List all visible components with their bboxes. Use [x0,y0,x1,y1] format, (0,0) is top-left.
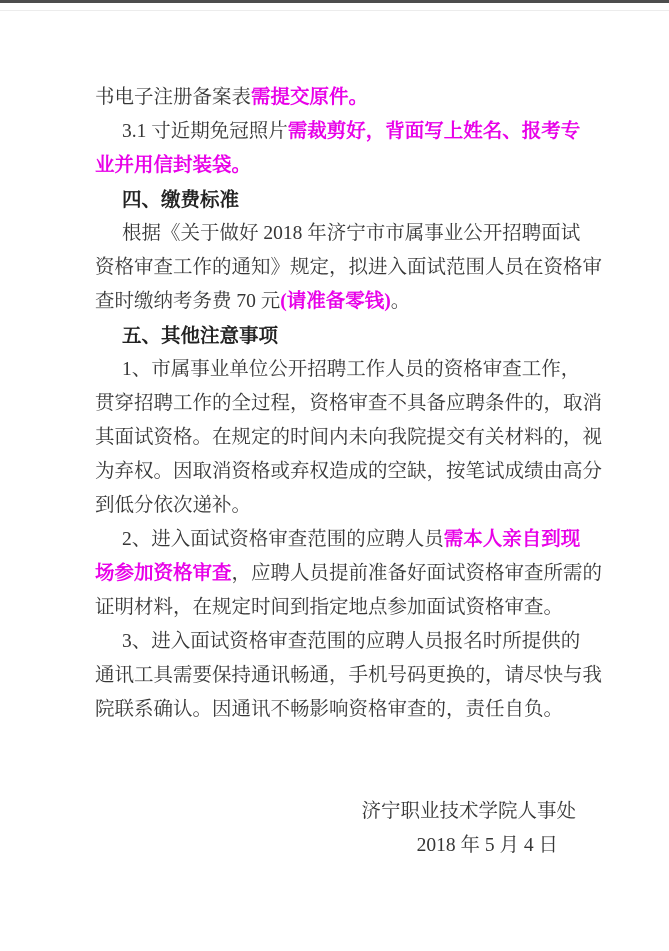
text-segment: 根据《关于做好 2018 年济宁市市属事业公开招聘面试 [122,223,581,244]
text-line [95,523,591,557]
text-line [95,557,603,591]
text-segment: 3.1 寸近期免冠照片 [122,121,288,142]
section-heading [95,183,591,217]
text-segment: 查时缴纳考务费 70 元 [95,291,281,312]
signature-block [95,795,591,863]
text-line [95,149,591,183]
paragraph-lines [95,81,603,727]
text-segment: 通讯工具需要保持通讯畅通，手机号码更换的，请尽快与我 [95,665,603,686]
text-line [95,115,591,149]
highlighted-text: 业并用信封装袋。 [95,155,252,176]
text-segment: 贯穿招聘工作的全过程，资格审查不具备应聘条件的，取消 [95,393,603,414]
page-top-divider [0,10,669,11]
highlighted-text: 需裁剪好，背面写上姓名、报考专 [287,121,581,142]
text-segment: 为弃权。因取消资格或弃权造成的空缺，按笔试成绩由高分 [95,461,603,482]
text-segment: 资格审查工作的通知》规定，拟进入面试范围人员在资格审 [95,257,603,278]
signature-org: 济宁职业技术学院人事处 [361,801,576,822]
highlighted-text: 需本人亲自到现 [443,529,581,550]
text-segment: 1、市属事业单位公开招聘工作人员的资格审查工作， [122,359,581,380]
text-line [95,693,591,727]
highlighted-text: 场参加资格审查 [95,563,232,584]
text-segment: 证明材料，在规定时间到指定地点参加面试资格审查。 [95,597,564,618]
highlighted-text: 需提交原件。 [251,87,369,108]
document-body [95,81,603,863]
text-line [95,489,591,523]
text-segment: ，应聘人员提前准备好面试资格审查所需的 [231,563,603,584]
text-segment: 2、进入面试资格审查范围的应聘人员 [122,529,444,550]
text-line [95,455,603,489]
section-heading [95,319,591,353]
signature-date: 2018 年 5 月 4 日 [416,835,558,856]
text-line [95,387,603,421]
text-segment: 五、其他注意事项 [122,325,279,347]
text-line [95,353,591,387]
text-line [95,81,591,115]
text-segment: 书电子注册备案表 [95,87,252,108]
text-line [95,285,591,319]
text-line [95,251,603,285]
text-segment: 3、进入面试资格审查范围的应聘人员报名时所提供的 [122,631,581,652]
highlighted-text: (请准备零钱) [280,291,391,312]
text-line [95,625,591,659]
text-segment: 四、缴费标准 [122,189,240,211]
window-top-edge [0,0,669,3]
text-line [95,659,603,693]
text-line [95,217,591,251]
text-segment: 。 [390,291,411,312]
text-segment: 其面试资格。在规定的时间内未向我院提交有关材料的，视 [95,427,603,448]
text-line [95,591,591,625]
text-line [95,421,603,455]
text-segment: 院联系确认。因通讯不畅影响资格审查的，责任自负。 [95,699,564,720]
text-segment: 到低分依次递补。 [95,495,252,516]
